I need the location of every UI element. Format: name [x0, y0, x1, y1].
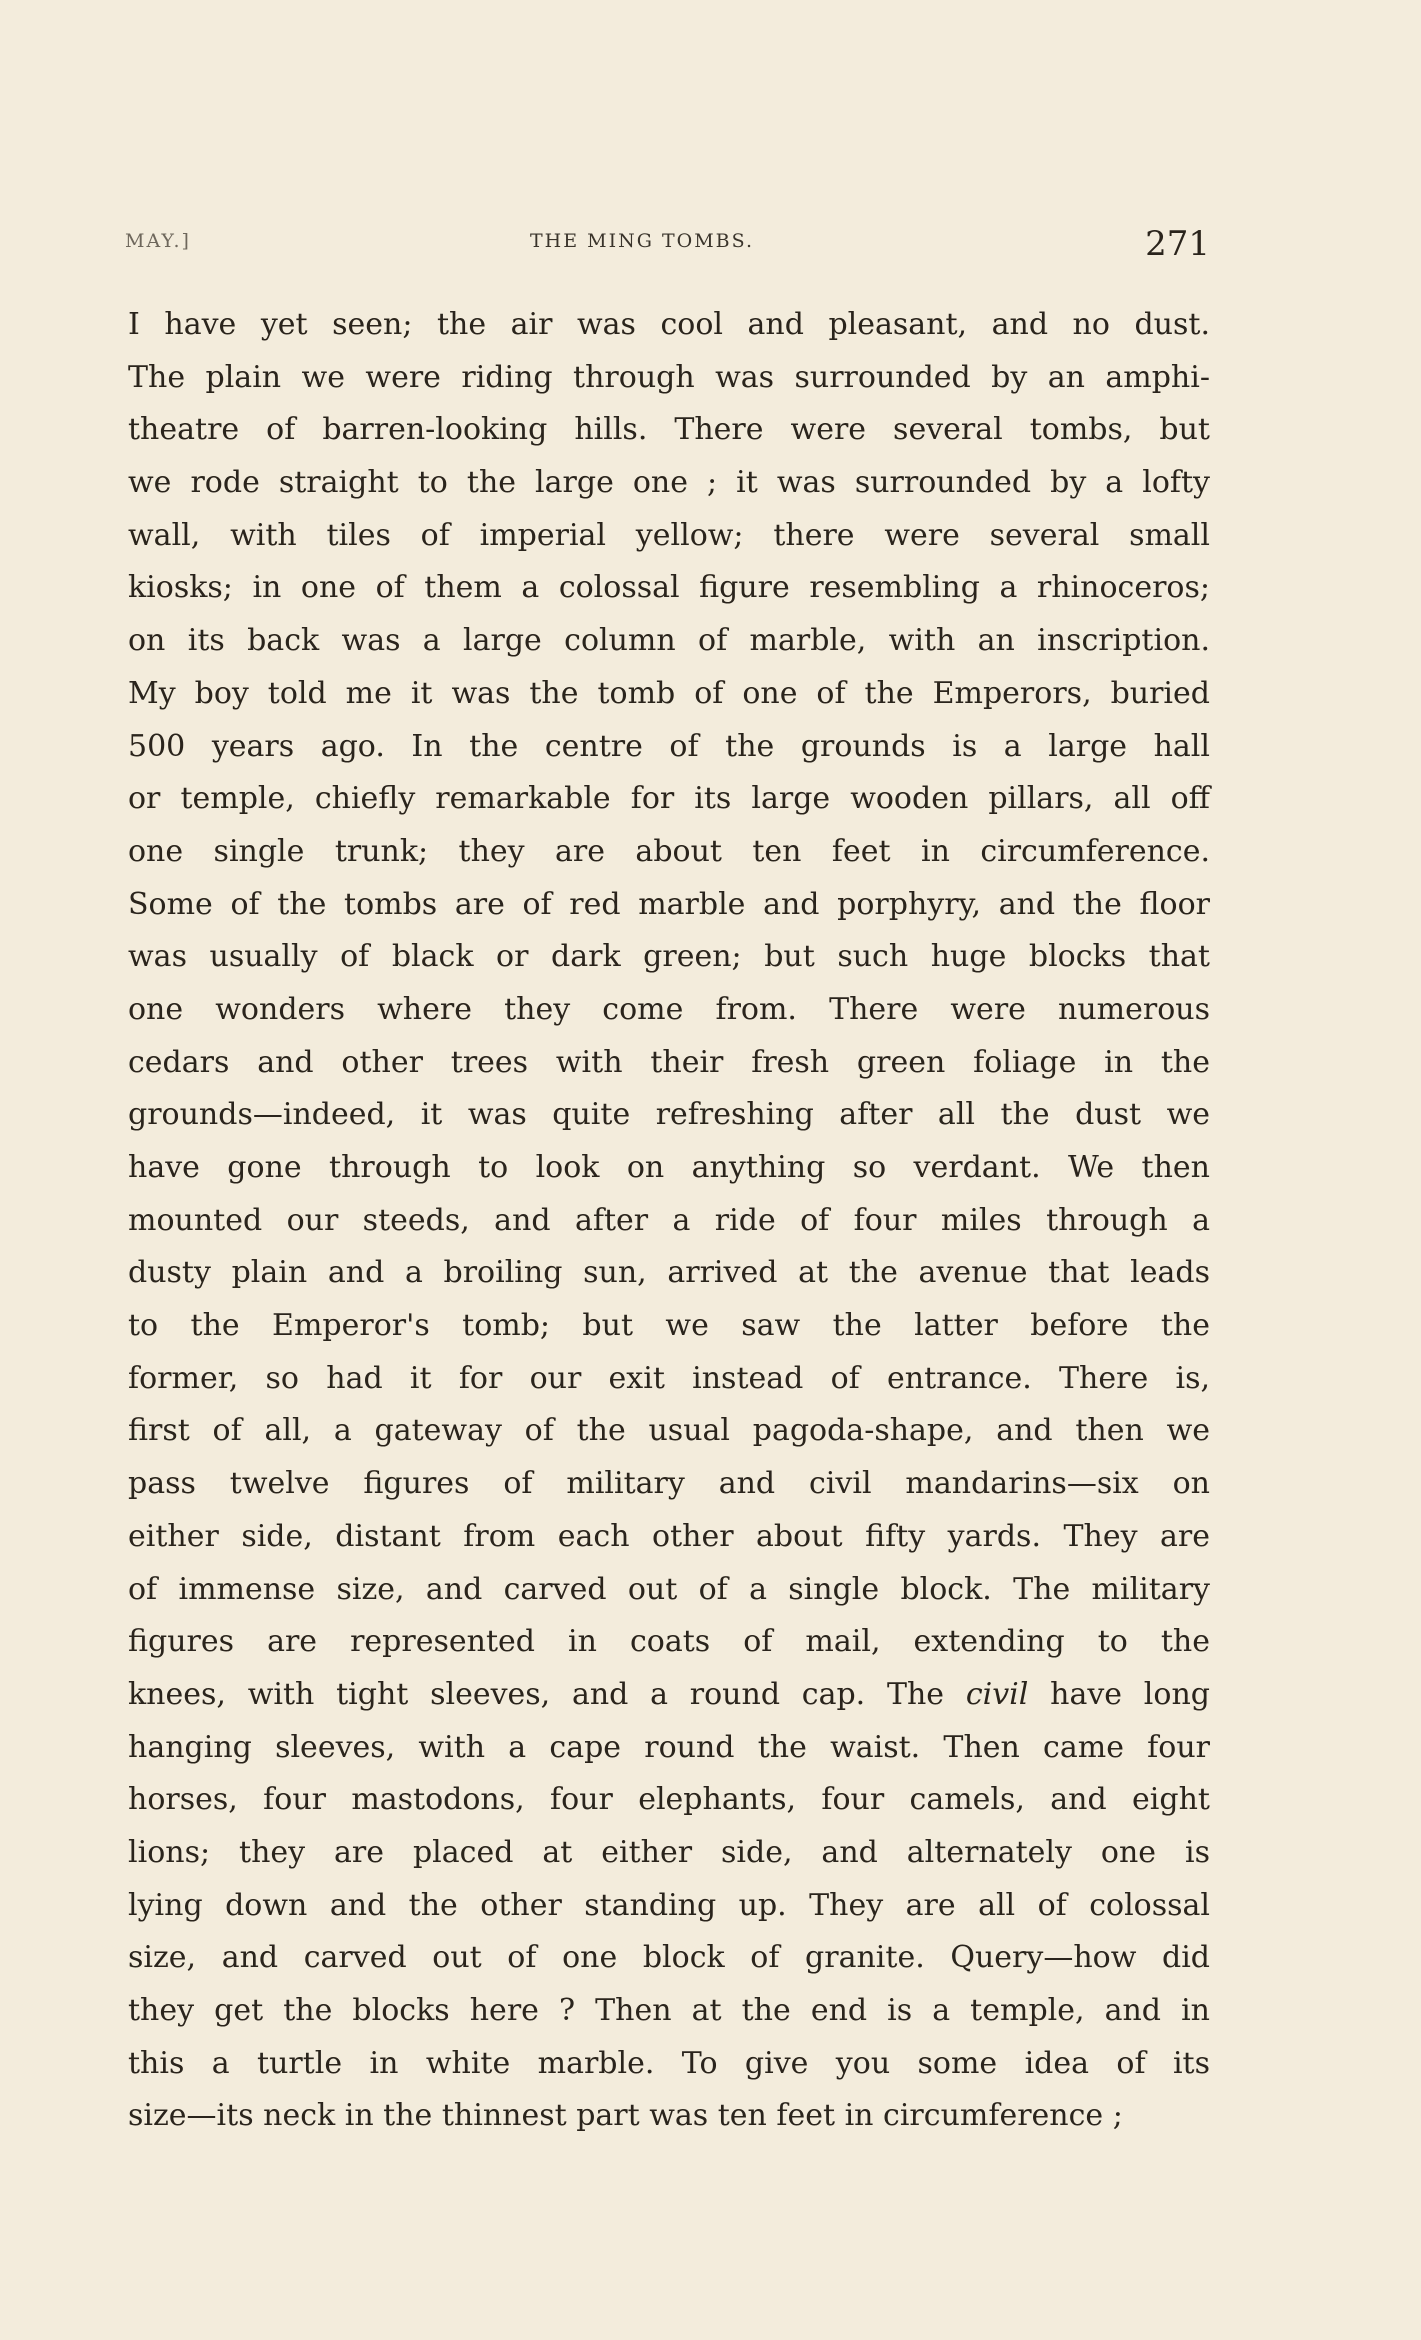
text-segment: knees, with tight sleeves, and a round cap. The: [128, 1676, 945, 1712]
running-head-title: THE MING TOMBS.: [530, 230, 754, 252]
text-line-with-italic: [128, 1669, 1210, 1722]
text-line: or temple, chiefly remarkable for its large wooden pillars, all off: [128, 781, 1210, 817]
text-line: Some of the tombs are of red marble and porphyry, and the floor: [128, 886, 1210, 922]
text-line: size—its neck in the thinnest part was ten feet in circumference ;: [128, 2098, 1123, 2134]
text-line: we rode straight to the large one ; it was surrounded by a lofty: [128, 465, 1210, 501]
text-line: this a turtle in white marble. To give you some idea of its: [128, 2045, 1210, 2081]
body-text: [128, 299, 1210, 2143]
text-line: lying down and the other standing up. They are all of colossal: [128, 1887, 1210, 1923]
page-header: [125, 224, 1210, 264]
text-line: I have yet seen; the air was cool and pleasant, and no dust.: [128, 307, 1210, 342]
text-line: 500 years ago. In the centre of the grounds is a large hall: [128, 728, 1210, 764]
text-line: either side, distant from each other about fifty yards. They are: [128, 1518, 1210, 1554]
text-line: My boy told me it was the tomb of one of the Emperors, buried: [128, 675, 1210, 711]
text-line: figures are represented in coats of mail, extending to the: [128, 1624, 1210, 1660]
text-line: of immense size, and carved out of a single block. The military: [128, 1571, 1210, 1607]
text-line: wall, with tiles of imperial yellow; there were several small: [128, 517, 1210, 553]
text-line: first of all, a gateway of the usual pagoda-shape, and then we: [128, 1413, 1210, 1449]
text-line: hanging sleeves, with a cape round the waist. Then came four: [128, 1729, 1210, 1765]
text-line: The plain we were riding through was surrounded by an amphi-: [128, 359, 1210, 395]
text-line: size, and carved out of one block of granite. Query—how did: [128, 1940, 1210, 1976]
text-line: pass twelve figures of military and civil mandarins—six on: [128, 1466, 1210, 1502]
text-line: have gone through to look on anything so verdant. We then: [128, 1150, 1210, 1185]
text-line: was usually of black or dark green; but such huge blocks that: [128, 939, 1210, 975]
text-line: one single trunk; they are about ten feet in circumference.: [128, 833, 1210, 869]
text-line: mounted our steeds, and after a ride of four miles through a: [128, 1202, 1210, 1238]
text-line: theatre of barren-looking hills. There were several tombs, but: [128, 412, 1210, 448]
text-line: former, so had it for our exit instead of entrance. There is,: [128, 1360, 1210, 1396]
running-head-left: MAY.]: [125, 230, 191, 252]
text-line: grounds—indeed, it was quite refreshing after all the dust we: [128, 1097, 1210, 1133]
text-line: to the Emperor's tomb; but we saw the latter before the: [128, 1308, 1210, 1344]
text-segment: have long: [1050, 1676, 1210, 1712]
text-line: they get the blocks here ? Then at the end is a temple, and in: [128, 1993, 1210, 2028]
text-line: horses, four mastodons, four elephants, four camels, and eight: [128, 1782, 1210, 1818]
text-line: one wonders where they come from. There were numerous: [128, 991, 1210, 1027]
text-line: kiosks; in one of them a colossal figure resembling a rhinoceros;: [128, 570, 1210, 606]
italic-word: civil: [965, 1676, 1029, 1712]
text-line: lions; they are placed at either side, and alternately one is: [128, 1834, 1210, 1870]
text-line: on its back was a large column of marble, with an inscription.: [128, 623, 1210, 659]
text-line: dusty plain and a broiling sun, arrived at the avenue that leads: [128, 1255, 1210, 1291]
page-number: 271: [1145, 224, 1210, 264]
text-line: cedars and other trees with their fresh green foliage in the: [128, 1044, 1210, 1080]
